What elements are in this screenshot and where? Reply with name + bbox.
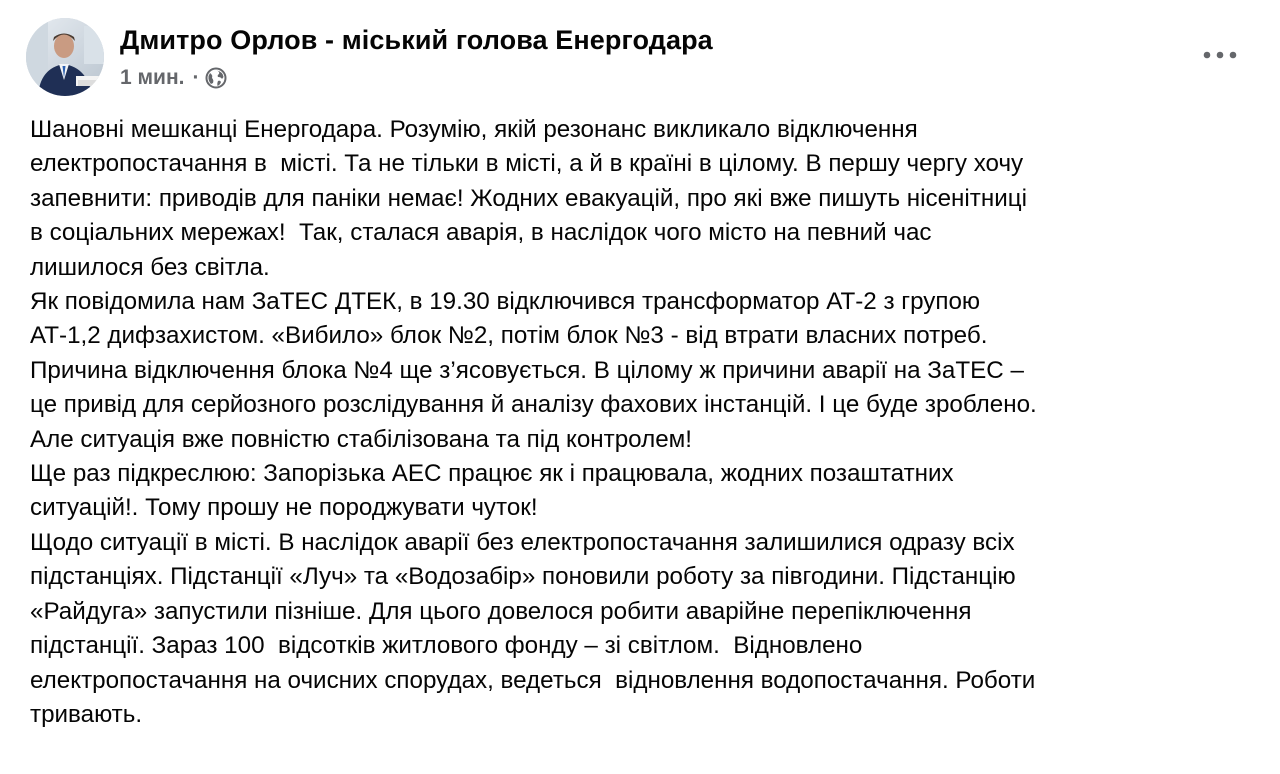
post-text-line: Ще раз підкреслюю: Запорізька АЕС працює як і працювала, жодних позаштатних (30, 460, 954, 488)
post-text-line: Як повідомила нам ЗаТЕС ДТЕК, в 19.30 відключився трансформатор АТ-2 з групою (30, 288, 981, 316)
more-horizontal-icon (1203, 51, 1237, 59)
post-timestamp-link[interactable]: 1 мин. (120, 66, 185, 89)
post-text-line: запевнити: приводів для паніки немає! Жодних евакуацій, про які вже пишуть нісенітниці (30, 184, 1027, 212)
post-text-line: Причина відключення блока №4 ще з’ясовується. В цілому ж причини аварії на ЗаТЕС – (30, 356, 1024, 384)
post-text-line: АТ-1,2 дифзахистом. «Вибило» блок №2, потім блок №3 - від втрати власних потреб. (30, 322, 988, 350)
more-options-button[interactable] (1198, 40, 1242, 70)
post-meta (120, 64, 227, 92)
post-text-line: Але ситуація вже повністю стабілізована та під контролем! (30, 425, 692, 453)
avatar-photo-icon (26, 18, 104, 96)
post-text-line: тривають. (30, 700, 143, 728)
post-text-line: підстанціях. Підстанції «Луч» та «Водозабір» поновили роботу за півгодини. Підстанцію (30, 563, 1016, 591)
post-text-line: електропостачання на очисних спорудах, ведеться відновлення водопостачання. Роботи (30, 666, 1036, 694)
post-text-line: лишилося без світла. (30, 253, 270, 281)
post-text-line: Щодо ситуації в місті. В наслідок аварії без електропостачання залишилися одразу всіх (30, 528, 1015, 556)
author-name-link[interactable]: Дмитро Орлов - міський голова Енергодара (120, 25, 713, 55)
post-text-line: в соціальних мережах! Так, сталася аварія, в наслідок чого місто на певний час (30, 219, 932, 247)
globe-icon[interactable] (205, 67, 227, 89)
post-text-line: «Райдуга» запустили пізніше. Для цього довелося робити аварійне перепіключення (30, 597, 972, 625)
author-avatar[interactable] (26, 18, 104, 96)
post-text-line: Шановні мешканці Енергодара. Розумію, якій резонанс викликало відключення (30, 116, 918, 143)
post-text-line: підстанції. Зараз 100 відсотків житлового фонду – зі світлом. Відновлено (30, 632, 863, 660)
meta-separator: · (192, 66, 200, 89)
post-text-line: електропостачання в місті. Та не тільки в місті, а й в країні в цілому. В першу чергу хочу (30, 150, 1024, 178)
post-text-line: це привід для серйозного розслідування й аналізу фахових інстанцій. І це буде зроблено. (30, 391, 1037, 419)
post-header (26, 18, 1254, 98)
post-text (30, 113, 1260, 732)
post-text-line: ситуацій!. Тому прошу не породжувати чуток! (30, 494, 538, 522)
